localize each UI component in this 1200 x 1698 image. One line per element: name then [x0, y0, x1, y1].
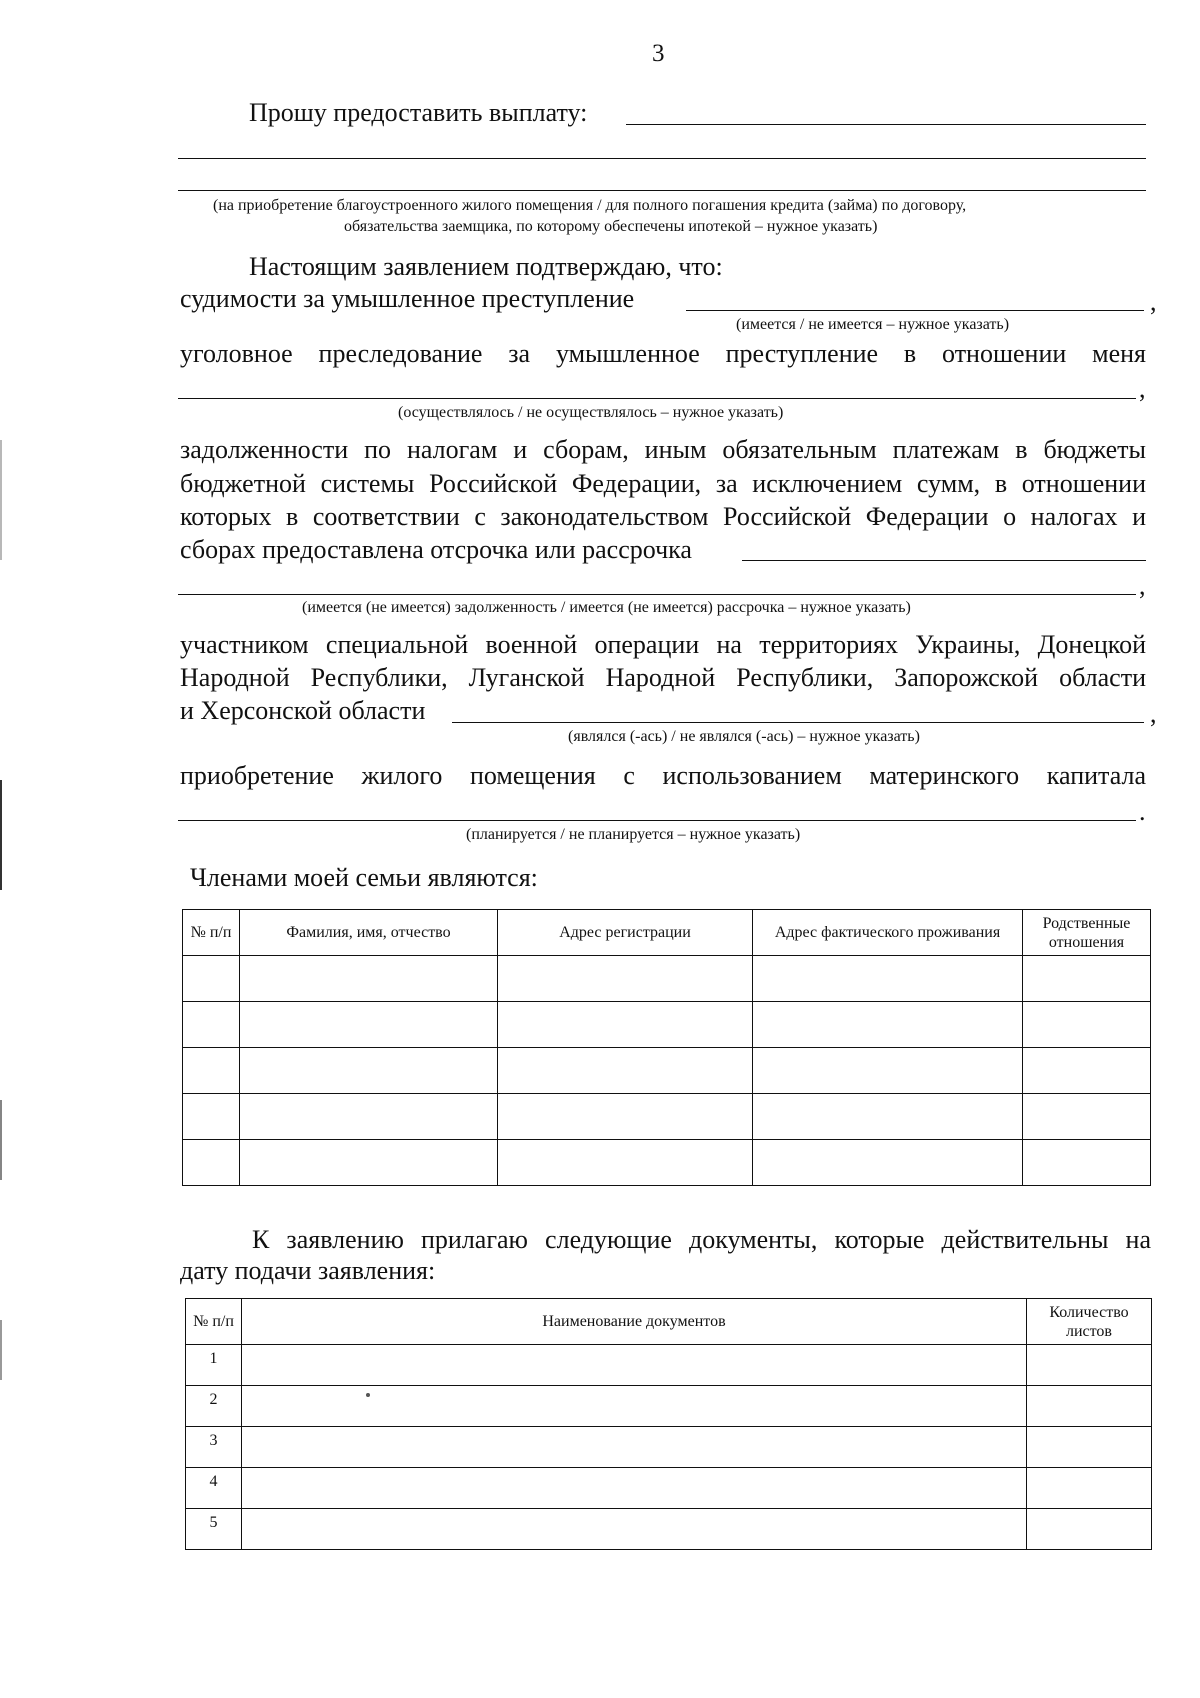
family-cell[interactable] [753, 1094, 1023, 1140]
documents-col-number: № п/п [186, 1299, 242, 1345]
family-cell[interactable] [240, 1048, 498, 1094]
document-row-number: 4 [186, 1468, 242, 1509]
prosecution-comma: , [1139, 374, 1146, 403]
family-cell[interactable] [753, 1140, 1023, 1186]
document-count-cell[interactable] [1027, 1345, 1152, 1386]
family-cell[interactable] [183, 1002, 240, 1048]
family-cell[interactable] [1023, 1048, 1151, 1094]
family-cell[interactable] [240, 1140, 498, 1186]
scan-edge-mark [0, 1320, 2, 1380]
debt-line-4: сборах предоставлена отсрочка или рассрочка [180, 535, 692, 564]
family-cell[interactable] [240, 1094, 498, 1140]
prosecution-caption: (осуществлялось / не осуществлялось – нужное указать) [398, 404, 784, 421]
family-col-number: № п/п [183, 910, 240, 956]
debt-input-line-2[interactable] [178, 594, 1136, 595]
debt-input-line-1[interactable] [742, 560, 1146, 561]
conviction-input-line[interactable] [686, 310, 1144, 311]
family-cell[interactable] [753, 1002, 1023, 1048]
page-number: 3 [652, 40, 665, 67]
family-cell[interactable] [183, 956, 240, 1002]
svo-line-2: Народной Республики, Луганской Народной Республики, Запорожской области [180, 663, 1146, 692]
scan-edge-mark [0, 780, 2, 890]
family-col-actual-address: Адрес фактического проживания [753, 910, 1023, 956]
prosecution-label: уголовное преследование за умышленное преступление в отношении меня [180, 339, 1146, 368]
family-table-header-row [183, 910, 1151, 956]
request-caption-2: обязательства заемщика, по которому обеспечены ипотекой – нужное указать) [344, 218, 878, 235]
request-input-line-3[interactable] [178, 190, 1146, 191]
debt-comma: , [1139, 571, 1146, 600]
documents-intro-line-1: К заявлению прилагаю следующие документы, которые действительны на [252, 1225, 1151, 1254]
table-row [186, 1468, 1152, 1509]
debt-line-1: задолженности по налогам и сборам, иным обязательным платежам в бюджеты [180, 435, 1146, 464]
svo-comma: , [1150, 699, 1157, 728]
table-row [186, 1386, 1152, 1427]
documents-table [185, 1298, 1152, 1550]
svo-input-line[interactable] [452, 722, 1144, 723]
family-cell[interactable] [240, 1002, 498, 1048]
document-name-cell[interactable] [242, 1427, 1027, 1468]
table-row [183, 1002, 1151, 1048]
conviction-comma: , [1150, 287, 1157, 316]
family-col-relation: Родственные отношения [1023, 910, 1151, 956]
family-cell[interactable] [498, 1048, 753, 1094]
debt-line-3: которых в соответствии с законодательством Российской Федерации о налогах и [180, 502, 1146, 531]
documents-intro-line-2: дату подачи заявления: [180, 1256, 436, 1285]
maternity-input-line[interactable] [178, 820, 1136, 821]
request-caption-1: (на приобретение благоустроенного жилого помещения / для полного погашения кредита (займа) по договору, [213, 197, 967, 214]
family-col-registration: Адрес регистрации [498, 910, 753, 956]
document-name-cell[interactable] [242, 1345, 1027, 1386]
family-cell[interactable] [1023, 1094, 1151, 1140]
document-row-number: 1 [186, 1345, 242, 1386]
document-row-number: 3 [186, 1427, 242, 1468]
family-cell[interactable] [753, 956, 1023, 1002]
document-name-cell[interactable] [242, 1509, 1027, 1550]
conviction-label: судимости за умышленное преступление [180, 284, 635, 313]
family-cell[interactable] [498, 1002, 753, 1048]
document-name-cell[interactable] [242, 1386, 1027, 1427]
family-cell[interactable] [183, 1048, 240, 1094]
request-input-line-1[interactable] [626, 124, 1146, 125]
scan-edge-mark [0, 440, 2, 560]
request-input-line-2[interactable] [178, 158, 1146, 159]
document-row-number: 5 [186, 1509, 242, 1550]
maternity-caption: (планируется / не планируется – нужное указать) [466, 826, 801, 843]
maternity-label: приобретение жилого помещения с использованием материнского капитала [180, 761, 1146, 790]
confirm-intro: Настоящим заявлением подтверждаю, что: [249, 252, 723, 281]
document-row-number: 2 [186, 1386, 242, 1427]
family-cell[interactable] [183, 1140, 240, 1186]
svo-caption: (являлся (-ась) / не являлся (-ась) – нужное указать) [568, 728, 920, 745]
family-col-name: Фамилия, имя, отчество [240, 910, 498, 956]
table-row [186, 1345, 1152, 1386]
table-row [183, 1140, 1151, 1186]
maternity-period: . [1139, 797, 1146, 826]
documents-table-header-row [186, 1299, 1152, 1345]
family-cell[interactable] [1023, 956, 1151, 1002]
family-cell[interactable] [1023, 1140, 1151, 1186]
conviction-caption: (имеется / не имеется – нужное указать) [736, 316, 1010, 333]
document-count-cell[interactable] [1027, 1386, 1152, 1427]
family-cell[interactable] [183, 1094, 240, 1140]
document-count-cell[interactable] [1027, 1468, 1152, 1509]
document-count-cell[interactable] [1027, 1509, 1152, 1550]
documents-col-name: Наименование документов [242, 1299, 1027, 1345]
svo-line-3: и Херсонской области [180, 696, 426, 725]
family-cell[interactable] [1023, 1002, 1151, 1048]
family-cell[interactable] [240, 956, 498, 1002]
family-heading: Членами моей семьи являются: [190, 863, 538, 892]
document-name-cell[interactable] [242, 1468, 1027, 1509]
documents-col-count: Количество листов [1027, 1299, 1152, 1345]
family-table [182, 909, 1151, 1186]
table-row [186, 1509, 1152, 1550]
family-cell[interactable] [498, 956, 753, 1002]
table-row [186, 1427, 1152, 1468]
prosecution-input-line[interactable] [178, 398, 1136, 399]
family-cell[interactable] [498, 1094, 753, 1140]
table-row [183, 956, 1151, 1002]
table-row [183, 1048, 1151, 1094]
debt-caption: (имеется (не имеется) задолженность / имеется (не имеется) рассрочка – нужное указать) [302, 599, 911, 616]
svo-line-1: участником специальной военной операции на территориях Украины, Донецкой [180, 630, 1146, 659]
debt-line-2: бюджетной системы Российской Федерации, за исключением сумм, в отношении [180, 469, 1146, 498]
scan-speck [366, 1393, 370, 1397]
scan-edge-mark [0, 1100, 2, 1180]
request-label: Прошу предоставить выплату: [249, 98, 588, 127]
family-cell[interactable] [498, 1140, 753, 1186]
family-cell[interactable] [753, 1048, 1023, 1094]
document-count-cell[interactable] [1027, 1427, 1152, 1468]
table-row [183, 1094, 1151, 1140]
